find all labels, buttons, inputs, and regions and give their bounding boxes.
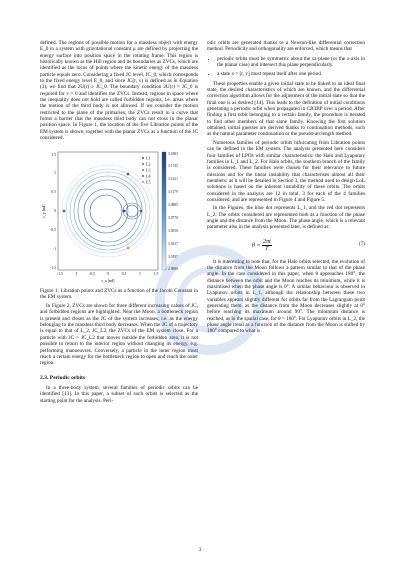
paragraph: In Figure 2, ZVCs are shown for three different increasing values of JC, and forbidden regions are highlighted. Near the Moon, a bottleneck region is present and closes as the JC of the system increases, i.e. as the energy belonging to the massless third body decreases. When the JC of a trajectory is equal to that of L_2, JC_L2, the ZVCs of the EM system close. For a particle with JC > JC_L2 that moves outside the forbidden area, it is not possible to return to the interior region without changing its energy, e.g. performing manoeuvres. Conversely, a particle in the inner region must reach a certain energy for the bottleneck region to open and reach the outer region. [40, 303, 198, 367]
paragraph: In the Figures, the blue dot represents L_1, and the red dot represents L_2. The orbits considered are represented both as a function of the phase angle and the distance from the Moon. The phase angle, which is a relevant parameter also in the analysis presented later, is defined as: [207, 205, 365, 231]
colorbar-ticks [168, 152, 178, 271]
paragraph: These properties enable a given initial state to be linked to an ideal final state, the desired characteristics of which are known, and the differential correction algorithm allows for the adjustment of the initial state so that the final one is as desired [14]. This leads to the definition of initial conditions generating a periodic orbit when propagated in CR3BP over a period. After finding a first orbit belonging to a certain family, the procedure is iterated to find other members of that same family. Knowing the first solution obtained, initial guesses are derived thanks to continuation methods, such as the natural parameter continuation or the pseudo-arclength method. [207, 80, 365, 138]
paragraph: It is interesting to note that, for the Halo orbits selected, the evolution of the distance from the Moon follows a pattern similar to that of the phase angle. In the case considered in this paper, when θ approaches 180°, the distance between the orbit and the Moon reaches its minimum, while it is maximised when the phase angle is 0°. A similar behaviour is observed in Lyapunov orbits in L_1, although the relationship between these two variables appears slightly different for orbits far from the Lagrangian point generating them, as the distance from the Moon decreases slightly at 0° before reaching its maximum around 90°. The minimum distance is reached, as in the spatial case, for θ = 180°. For Lyapunov orbits in L_2, the phase angle trend as a function of the distance from the Moon is shifted by 180° compared to what is [207, 258, 365, 335]
legend-entry: L3 [146, 167, 151, 172]
paragraph: Numerous families of periodic orbits bifurcating from Libration points can be defined in the EM system. The analysis presented here considers four families of LPOs with similar characteristics: the Halo and Lyapunov families in L_1 and L_2. For Halo orbits, the southern branch of the family is considered. These families were chosen for their relevance to future missions and for the linear instability that characterises almost all their members: as it will be detailed in Section 3, the method used to design LoL solutions is based on the inherent instability of these orbits. The orbits considered in the analysis are 12 in total, 3 for each of the 4 families considered, and are represented in Figure 4 and Figure 5. [207, 139, 365, 203]
x-tick: 0.5 [121, 271, 127, 276]
equation-numerator: 2πt [263, 238, 271, 245]
page-number: 3 [198, 548, 202, 553]
x-tick: 0 [107, 271, 109, 276]
colorbar-tick: 3.0187 [168, 254, 178, 259]
colorbar [162, 152, 166, 270]
l1-point [123, 209, 126, 212]
x-ticks [57, 272, 158, 276]
legend-entry: L2 [146, 161, 151, 166]
l2-point [140, 209, 143, 212]
colorbar-tick: 3.1745 [168, 163, 178, 168]
colorbar-tick: 3.1421 [168, 176, 178, 181]
equation-fraction [262, 239, 272, 253]
x-tick: -0.5 [88, 271, 96, 276]
equation-7 [207, 235, 365, 255]
paragraph: defined. The regions of possible motion for a massless object with energy E_0 in a system with gravitational constant μ are defined by projecting the energy surface into position space in the rotating frame. This region is historically known as the Hill region and its boundaries as ZVCs, which are identified as the locus of points where the kinetic energy of the massless particle equals zero. Considering a fixed JC level, JC_0, which corresponds to the fixed energy level E_0, and since JC(r, v) is defined as in Equation (3), we find that 2U(r) ≥ JC_0. The boundary condition 2U(r) = JC_0 is required for v = 0 and identifies the ZVCs. Instead, regions in space where the inequality does not hold are called forbidden regions, i.e. areas where the motion of the third body is not allowed. If we consider the motion restricted to the plane of the primaries, the ZVCs result in a curve that forms a barrier that the massless third body can not cross in the planar position space. In Figure 1, the location of the five Libration points of the EM system is shown, together with the planar ZVCs as a function of the JC considered. [40, 40, 198, 142]
equation-body [252, 239, 272, 253]
zvc-contour [84, 189, 128, 233]
l3-point [63, 209, 66, 212]
bullet-list [207, 56, 365, 78]
legend-entry: L5 [146, 179, 151, 184]
y-tick: -1 [52, 246, 56, 251]
paragraph: odic orbits are generated thanks to a Newton-like differential correction method. Periodicity and orthogonality are enforced, which means that [207, 40, 365, 53]
y-axis-label: r_y [nd] [41, 204, 46, 217]
zvc-contour [123, 203, 141, 219]
list-item: • periodic orbits must be symmetric about the xz-plane (or the x-axis in the planar case) and intersect this plane perpendicularly. [217, 56, 365, 69]
y-ticks [50, 153, 56, 270]
x-tick: -1 [74, 271, 78, 276]
list-item: • a state x = [r, v] must repeat itself after one period. [217, 71, 365, 77]
legend-entry: L1 [146, 155, 151, 160]
equation-number: (7) [358, 240, 365, 247]
zvc-contour [66, 169, 150, 253]
y-tick: 0 [54, 208, 56, 213]
equation-denominator: T [265, 245, 269, 252]
zvc-contour [90, 195, 122, 227]
y-tick: 1.5 [51, 152, 56, 157]
colorbar-tick: 3.1883 [168, 151, 178, 156]
x-tick: 1.5 [153, 271, 159, 276]
l4-point [127, 172, 130, 175]
colorbar-tick: 3.0770 [168, 215, 178, 220]
x-tick: 1 [139, 271, 141, 276]
y-tick: -1.5 [49, 265, 56, 270]
zvc-contour [70, 172, 146, 250]
y-tick: 1 [54, 170, 56, 175]
paragraph: In a three-body system, several families of periodic orbits can be identified [13]. In this paper, a subset of such orbits is selected as the starting point for the analysis. Peri- [40, 384, 198, 404]
y-tick: 0.5 [51, 189, 56, 194]
y-tick: -0.5 [49, 227, 56, 232]
equation-lhs: θ = [252, 242, 261, 249]
legend-entry: L4 [146, 173, 151, 178]
x-axis-label: r_x [nd] [101, 277, 115, 283]
figure-caption: Figure 1: Libration points and ZVCs as a function of the Jacobi Constant in the EM system. [40, 287, 198, 300]
colorbar-tick: 3.0550 [168, 228, 178, 233]
legend [142, 155, 150, 184]
x-tick: -1.5 [56, 271, 64, 276]
l5-point [127, 246, 130, 249]
colorbar-tick: 3.1179 [168, 189, 178, 194]
section-heading: 2.3. Periodic orbits [40, 374, 86, 381]
zvc-plot [40, 146, 198, 286]
right-column [207, 40, 365, 337]
colorbar-tick: 3.0337 [168, 241, 178, 246]
left-column [40, 40, 198, 406]
figure-1 [40, 146, 198, 286]
colorbar-tick: 3.0885 [168, 202, 178, 207]
colorbar-tick: 2.9880 [168, 266, 178, 271]
